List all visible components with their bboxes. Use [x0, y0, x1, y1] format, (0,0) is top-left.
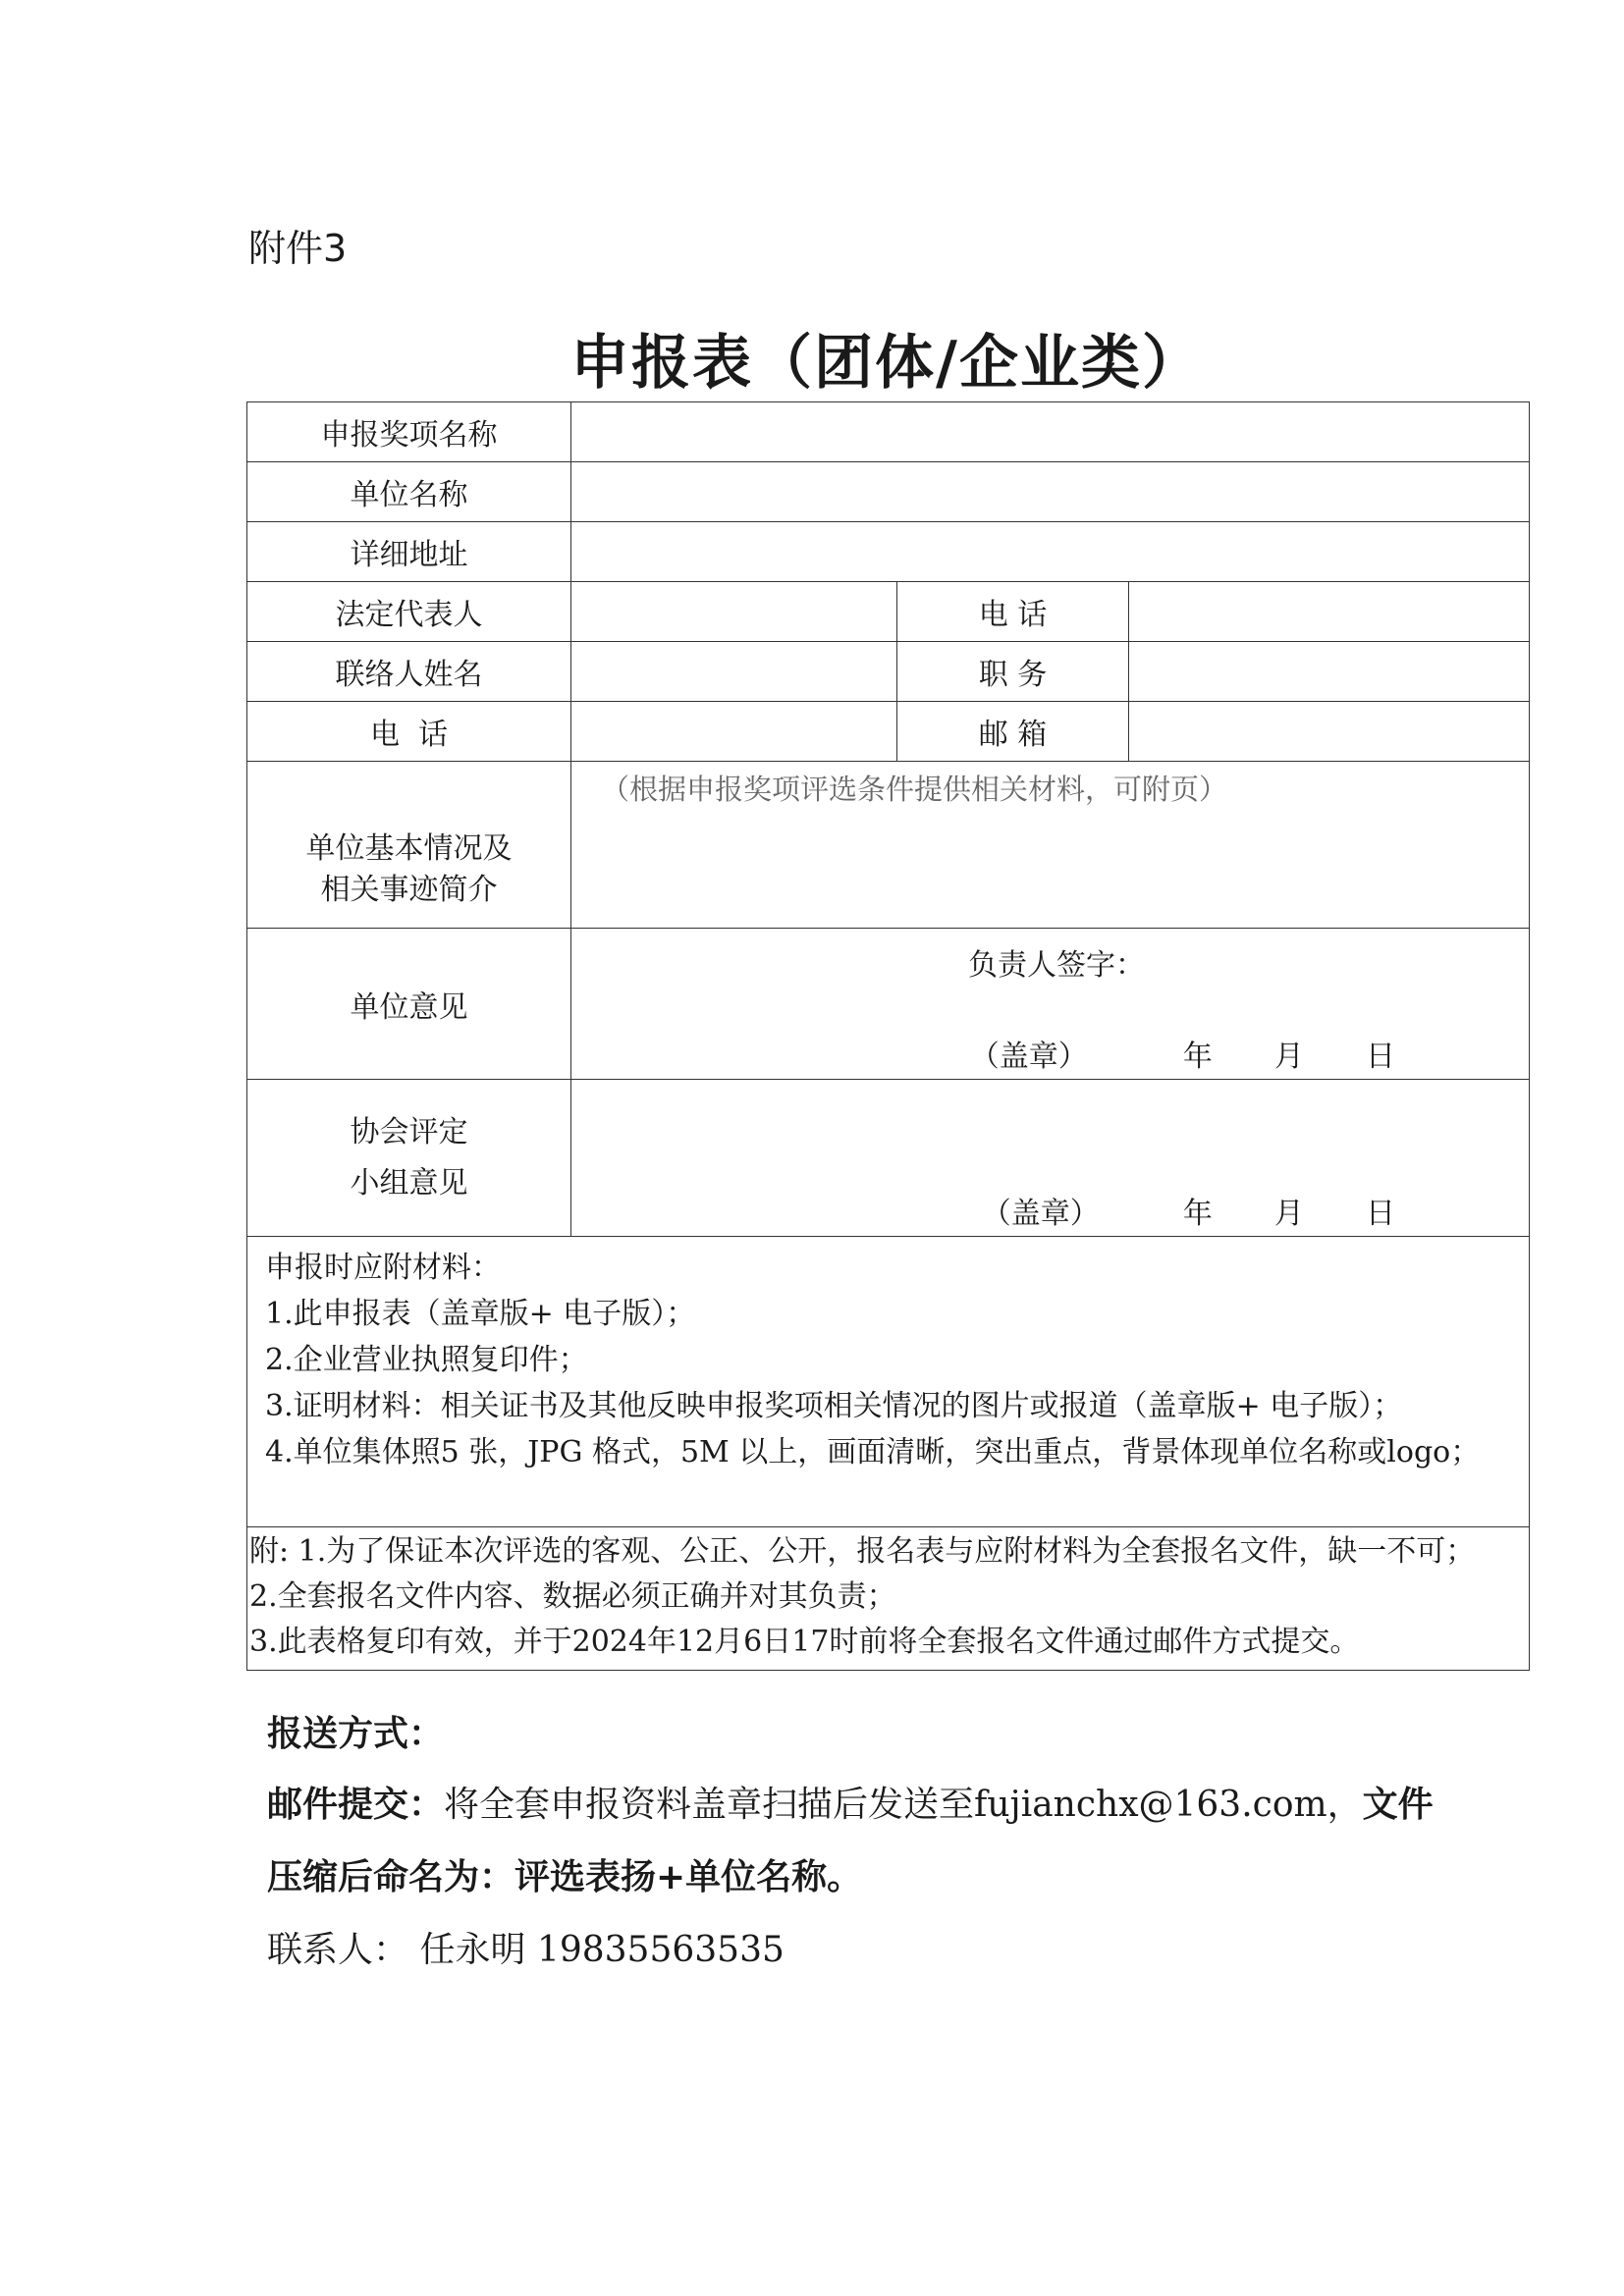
materials-item-1: 1.此申报表（盖章版+ 电子版）； [265, 1297, 696, 1331]
day-label: 日 [1366, 1197, 1396, 1231]
contact-line [267, 1922, 785, 1972]
submission-method-label: 报送方式： [267, 1714, 445, 1754]
day-label: 日 [1366, 1040, 1396, 1074]
intro-label-line1: 单位基本情况及 [305, 830, 513, 866]
seal-label: （盖章） [981, 1197, 1100, 1231]
contact-person-name: 任永明 [419, 1930, 526, 1970]
month-label: 月 [1273, 1197, 1304, 1231]
submission-email-line [267, 1777, 1434, 1827]
materials-title: 申报时应附材料： [265, 1251, 501, 1285]
seal-label: （盖章） [969, 1040, 1088, 1074]
opinion-seal-date [970, 1032, 1395, 1075]
attachment-label: 附件3 [248, 227, 348, 270]
committee-label-line2: 小组意见 [350, 1165, 468, 1201]
phone-label: 电 话 [897, 582, 1129, 642]
opinion-label: 单位意见 [247, 929, 571, 1080]
contact-phone-label: 电 话 [247, 702, 571, 762]
application-form [246, 401, 1530, 1671]
intro-field[interactable] [571, 762, 1530, 929]
contact-name-field[interactable] [571, 642, 897, 702]
materials-section [247, 1237, 1530, 1527]
note-1: 附: 1.为了保证本次评选的客观、公正、公开，报名表与应附材料为全套报名文件，缺一不可； [249, 1534, 1476, 1569]
submission-naming-line [267, 1849, 862, 1899]
committee-field[interactable] [571, 1080, 1530, 1237]
file-word: 文件 [1362, 1785, 1434, 1825]
intro-label-line2: 相关事迹简介 [320, 872, 498, 907]
position-label: 职 务 [897, 642, 1129, 702]
contact-person-label: 联系人： [267, 1930, 409, 1970]
committee-label [247, 1080, 571, 1237]
intro-label [247, 762, 571, 929]
email-label: 邮 箱 [897, 702, 1129, 762]
phone-field[interactable] [1129, 582, 1530, 642]
note-2: 2.全套报名文件内容、数据必须正确并对其负责； [249, 1579, 896, 1614]
org-name-field[interactable] [571, 462, 1530, 522]
notes-section [247, 1527, 1530, 1671]
award-name-field[interactable] [571, 402, 1530, 462]
note-3: 3.此表格复印有效，并于2024年12月6日17时前将全套报名文件通过邮件方式提交。 [249, 1625, 1360, 1659]
email-submit-text: 将全套申报资料盖章扫描后发送至fujianchx@163.com， [444, 1785, 1363, 1825]
email-submit-label: 邮件提交： [267, 1785, 445, 1825]
contact-person-phone: 19835563535 [536, 1930, 785, 1970]
submission-method [267, 1706, 444, 1756]
intro-hint: （根据申报奖项评选条件提供相关材料，可附页） [601, 773, 1228, 806]
materials-item-4: 4.单位集体照5 张，JPG 格式，5M 以上，画面清晰，突出重点，背景体现单位名称或logo； [265, 1435, 1481, 1469]
contact-phone-field[interactable] [571, 702, 897, 762]
committee-label-line1: 协会评定 [350, 1114, 468, 1149]
materials-item-3: 3.证明材料：相关证书及其他反映申报奖项相关情况的图片或报道（盖章版+ 电子版）； [265, 1389, 1403, 1423]
materials-item-2: 2.企业营业执照复印件； [265, 1343, 588, 1377]
contact-name-label: 联络人姓名 [247, 642, 571, 702]
address-field[interactable] [571, 522, 1530, 582]
year-label: 年 [1182, 1197, 1213, 1231]
page-title: 申报表（团体/企业类） [570, 329, 1203, 398]
naming-text: 压缩后命名为：评选表扬+单位名称。 [267, 1857, 863, 1897]
address-label: 详细地址 [247, 522, 571, 582]
committee-seal-date [982, 1189, 1395, 1232]
month-label: 月 [1273, 1040, 1304, 1074]
opinion-field[interactable] [571, 929, 1530, 1080]
legal-rep-field[interactable] [571, 582, 897, 642]
signature-label: 负责人签字： [968, 948, 1145, 983]
org-name-label: 单位名称 [247, 462, 571, 522]
position-field[interactable] [1129, 642, 1530, 702]
email-field[interactable] [1129, 702, 1530, 762]
legal-rep-label: 法定代表人 [247, 582, 571, 642]
year-label: 年 [1182, 1040, 1213, 1074]
award-name-label: 申报奖项名称 [247, 402, 571, 462]
